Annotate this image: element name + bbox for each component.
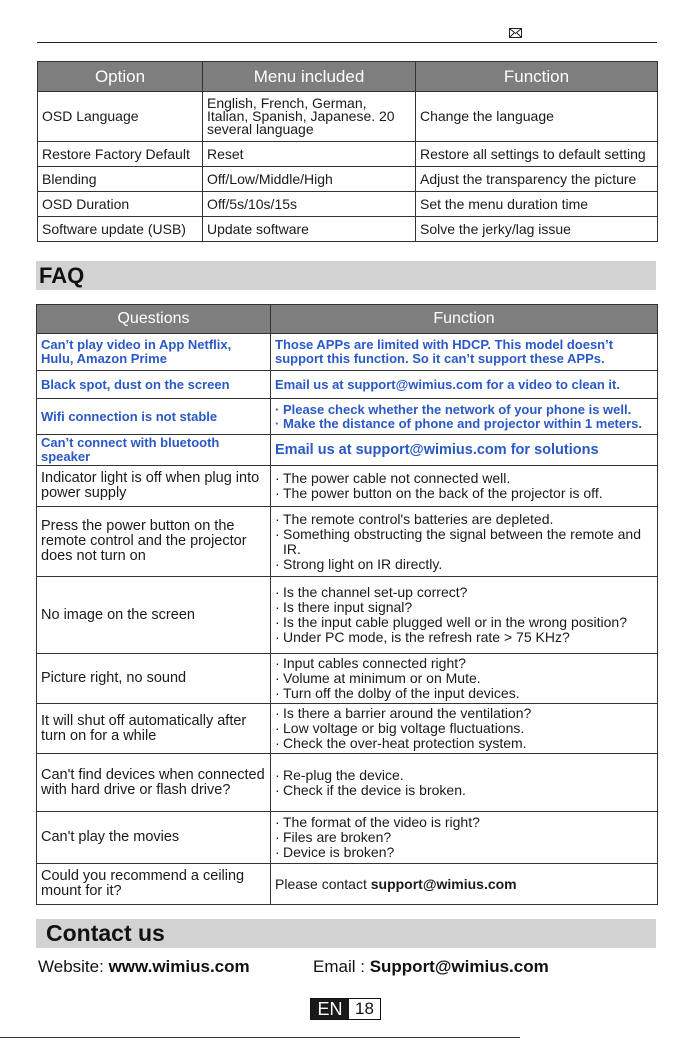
answer-item: · Re-plug the device. [275,768,653,783]
answer-text: Email us at support@wimius.com for a video to clean it. [275,376,620,392]
menu-header: Menu included [203,62,416,92]
answer-item: · The format of the video is right? [275,815,653,830]
answer-item: · Check if the device is broken. [275,783,653,798]
answer-item: · The power cable not connected well. [275,471,653,486]
menu-cell: Off/Low/Middle/High [203,167,416,192]
menu-cell: Off/5s/10s/15s [203,192,416,217]
answer-cell [271,654,658,704]
answer-cell [271,507,658,577]
website-label: Website: [38,957,109,976]
answer-list [275,403,653,431]
answer-item: · Turn off the dolby of the input devices. [275,686,653,701]
answer-item: · Is there input signal? [275,600,653,615]
answer-text: Please contact [275,875,371,892]
question-cell: Can’t connect with bluetooth speaker [37,435,271,466]
table-row [37,754,658,812]
answer-item: · Check the over-heat protection system. [275,736,653,751]
answer-cell [271,704,658,754]
question-cell: Press the power button on the remote control and the projector does not turn on [37,507,271,577]
answer-cell [271,435,658,466]
function-cell: Change the language [416,92,658,142]
faq-heading: FAQ [36,261,656,290]
answer-item: · Volume at minimum or on Mute. [275,671,653,686]
question-cell: Black spot, dust on the screen [37,371,271,399]
menu-cell: Update software [203,217,416,242]
mail-icon [509,28,522,38]
page-indicator [310,998,381,1020]
menu-cell: Reset [203,142,416,167]
option-cell: OSD Language [38,92,203,142]
table-row [38,142,658,167]
answer-item: · Under PC mode, is the refresh rate > 75 KHz? [275,630,653,645]
function-cell: Adjust the transparency the picture [416,167,658,192]
answer-item: · Device is broken? [275,845,653,860]
option-header: Option [38,62,203,92]
answer-list [275,471,653,501]
table-row [37,466,658,507]
table-row [37,577,658,654]
option-table [37,61,658,242]
table-row [37,435,658,466]
answer-cell [271,466,658,507]
answer-cell [271,577,658,654]
table-row [38,167,658,192]
answer-cell [271,864,658,905]
website-link[interactable]: www.wimius.com [108,957,250,976]
table-row [37,864,658,905]
question-cell: Indicator light is off when plug into power supply [37,466,271,507]
table-row [37,812,658,864]
function-cell: Solve the jerky/lag issue [416,217,658,242]
answer-list [275,768,653,798]
answer-item: · Is there a barrier around the ventilation? [275,706,653,721]
faq-function-header: Function [271,305,658,334]
question-cell: No image on the screen [37,577,271,654]
answer-item: · Is the input cable plugged well or in the wrong position? [275,615,653,630]
answer-item: · Make the distance of phone and projector within 1 meters. [275,417,653,431]
website-line [38,957,250,977]
answer-list [275,512,653,572]
table-row [37,704,658,754]
answer-text: Those APPs are limited with HDCP. This model doesn’t support this function. So it can’t support these APPs. [275,337,614,366]
answer-item: · Is the channel set-up correct? [275,585,653,600]
header-rule [37,42,657,43]
question-cell: Can't play the movies [37,812,271,864]
answer-item: · Input cables connected right? [275,656,653,671]
footer-rule [0,1037,520,1038]
answer-cell [271,334,658,371]
table-row [38,92,658,142]
answer-item: · Files are broken? [275,830,653,845]
email-link[interactable]: Support@wimius.com [369,957,549,976]
answer-list [275,585,653,645]
table-row [38,192,658,217]
table-row [37,507,658,577]
email-label: Email : [313,957,370,976]
question-cell: Can’t play video in App Netflix, Hulu, Amazon Prime [37,334,271,371]
menu-cell: English, French, German, Italian, Spanish, Japanese. 20 several language [203,92,416,142]
faq-table [36,304,658,905]
questions-header: Questions [37,305,271,334]
answer-list [275,815,653,860]
table-row [37,654,658,704]
contact-heading: Contact us [36,919,656,948]
question-cell: It will shut off automatically after turn on for a while [37,704,271,754]
question-cell: Picture right, no sound [37,654,271,704]
option-cell: Restore Factory Default [38,142,203,167]
answer-cell [271,812,658,864]
table-row [37,334,658,371]
answer-cell [271,371,658,399]
answer-item: · The power button on the back of the projector is off. [275,486,653,501]
language-badge: EN [311,999,349,1019]
answer-list [275,656,653,701]
answer-list [275,706,653,751]
answer-cell [271,399,658,435]
function-header: Function [416,62,658,92]
answer-item: · The remote control's batteries are depleted. [275,512,653,527]
question-cell: Could you recommend a ceiling mount for it? [37,864,271,905]
question-cell: Can't find devices when connected with hard drive or flash drive? [37,754,271,812]
answer-item: · Something obstructing the signal between the remote and IR. [275,527,653,557]
table-row [37,399,658,435]
table-row [37,371,658,399]
option-cell: Blending [38,167,203,192]
option-cell: OSD Duration [38,192,203,217]
function-cell: Set the menu duration time [416,192,658,217]
function-cell: Restore all settings to default setting [416,142,658,167]
email-line [313,957,549,977]
table-row [38,217,658,242]
answer-text: Email us at support@wimius.com for solutions [275,442,599,458]
page-number: 18 [349,999,380,1019]
answer-item: · Strong light on IR directly. [275,557,653,572]
option-cell: Software update (USB) [38,217,203,242]
support-email-link[interactable]: support@wimius.com [370,875,517,892]
question-cell: Wifi connection is not stable [37,399,271,435]
answer-item: · Low voltage or big voltage fluctuations. [275,721,653,736]
answer-item: · Please check whether the network of your phone is well. [275,403,653,417]
answer-cell [271,754,658,812]
